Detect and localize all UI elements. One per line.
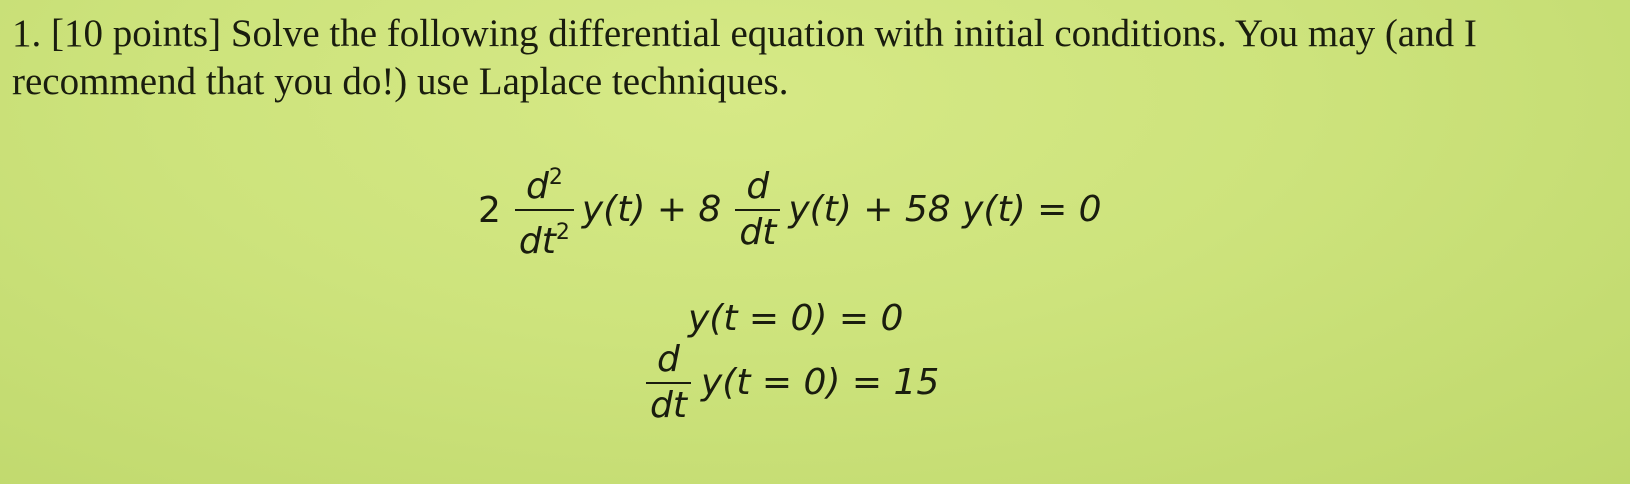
second-derivative-operator — [515, 158, 574, 262]
first-derivative-denominator: dt — [739, 212, 777, 253]
ic-derivative-numerator: d — [657, 339, 680, 380]
d-symbol: d — [525, 166, 549, 207]
equation-term-b: y(t) + 58 y(t) = 0 — [788, 189, 1102, 230]
initial-condition-2 — [646, 340, 939, 426]
order-superscript: 2 — [548, 165, 563, 190]
order-superscript: 2 — [555, 220, 570, 245]
problem-statement — [12, 10, 1622, 106]
first-derivative-numerator: d — [746, 166, 770, 207]
second-derivative-denominator — [515, 213, 574, 262]
equation-coefficient: 2 — [478, 189, 501, 231]
initial-condition-1-expr: y(t = 0) = 0 — [688, 298, 904, 339]
fraction-bar — [735, 209, 780, 211]
initial-condition-1 — [688, 299, 903, 339]
problem-number: 1. — [12, 12, 42, 55]
problem-points: [10 points] — [51, 12, 222, 55]
dt-symbol: dt — [518, 221, 556, 262]
differential-equation — [478, 158, 1102, 262]
ic-derivative-operator — [646, 340, 691, 426]
fraction-bar — [515, 209, 574, 211]
first-derivative-operator — [735, 167, 780, 253]
second-derivative-numerator — [522, 158, 567, 207]
fraction-bar — [646, 382, 691, 384]
equation-term-a: y(t) + 8 — [581, 189, 722, 230]
ic-derivative-denominator: dt — [650, 385, 687, 426]
problem-instructions: Solve the following differential equation with initial conditions. You may (and I recommend that you do!) use Laplace techniques. — [12, 12, 1477, 103]
initial-condition-2-expr: y(t = 0) = 15 — [700, 362, 940, 403]
